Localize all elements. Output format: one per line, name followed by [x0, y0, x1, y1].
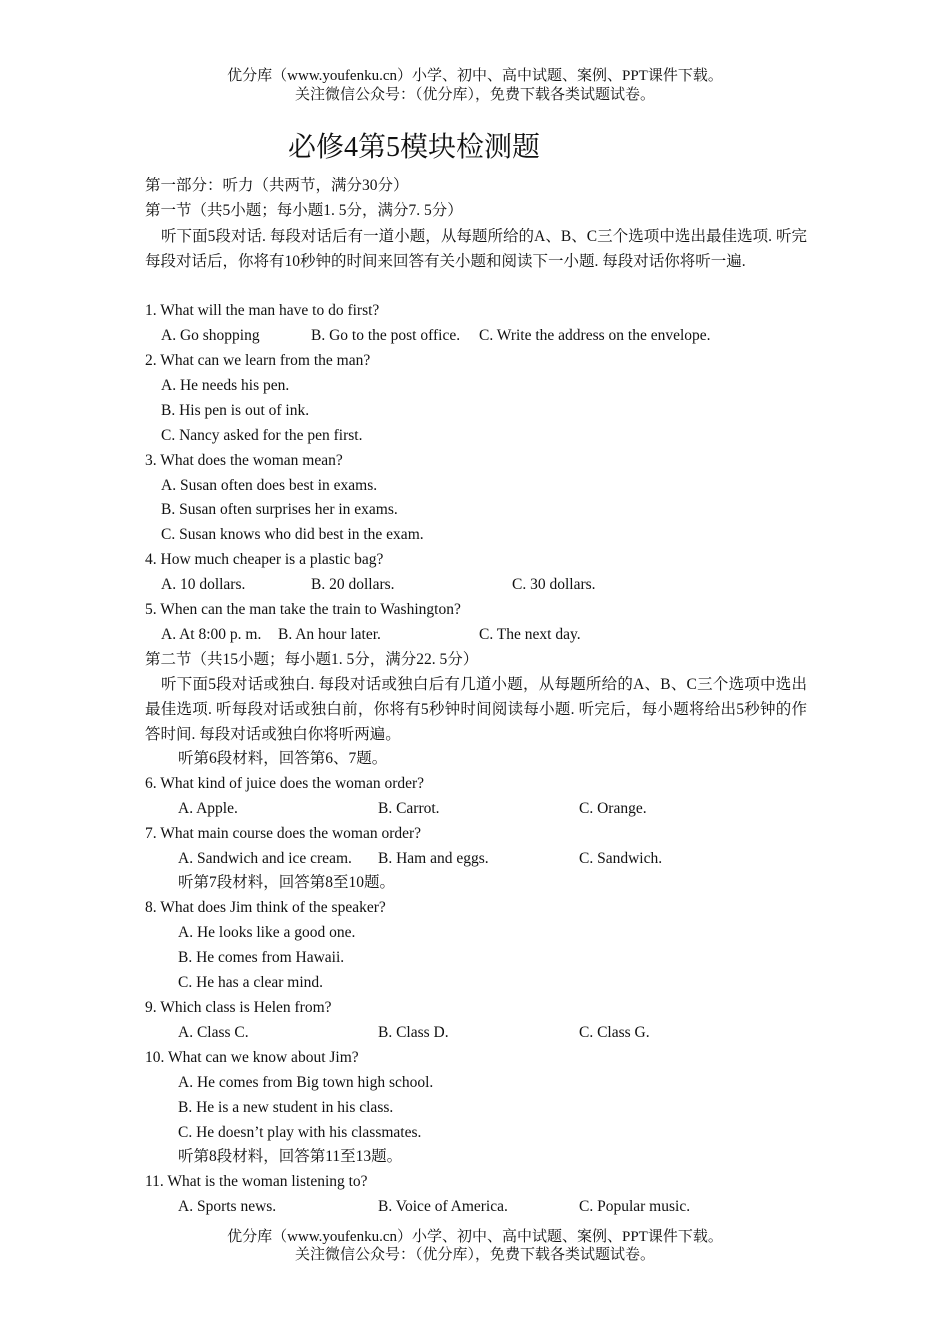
- option-3b: B. Susan often surprises her in exams.: [161, 501, 398, 518]
- option-7a: A. Sandwich and ice cream.: [178, 850, 352, 867]
- option-5b: B. An hour later.: [278, 626, 381, 643]
- section-heading-2: 第二节（共15小题；每小题1. 5分，满分22. 5分）: [145, 651, 479, 668]
- option-4c: C. 30 dollars.: [512, 576, 596, 593]
- option-2b: B. His pen is out of ink.: [161, 402, 310, 419]
- option-6b: B. Carrot.: [378, 800, 440, 817]
- option-6a: A. Apple.: [178, 800, 238, 817]
- question-11: 11. What is the woman listening to?: [145, 1173, 368, 1190]
- material-note-6: 听第6段材料，回答第6、7题。: [178, 750, 388, 767]
- question-10: 10. What can we know about Jim?: [145, 1049, 359, 1066]
- question-5: 5. When can the man take the train to Washington?: [145, 601, 461, 618]
- option-1b: B. Go to the post office.: [311, 327, 461, 344]
- option-10c: C. He doesn’t play with his classmates.: [178, 1124, 422, 1141]
- part-heading: 第一部分：听力（共两节，满分30分）: [145, 177, 409, 194]
- option-11c: C. Popular music.: [579, 1198, 691, 1215]
- question-1: 1. What will the man have to do first?: [145, 302, 380, 319]
- section-instructions-2: 听下面5段对话或独白. 每段对话或独白后有几道小题，从每题所给的A、B、C三个选项中选出最佳选项. 听每段对话或独白前，你将有5秒钟时间阅读每小题. 听完后，每小题将给出5秒钟的作答时间. 每段对话或独白你将听两遍。: [145, 676, 807, 743]
- material-note-7: 听第7段材料，回答第8至10题。: [178, 874, 396, 891]
- option-2a: A. He needs his pen.: [161, 377, 290, 394]
- option-3a: A. Susan often does best in exams.: [161, 477, 378, 494]
- question-8: 8. What does Jim think of the speaker?: [145, 899, 386, 916]
- option-9b: B. Class D.: [378, 1024, 449, 1041]
- page-footer-line-1: 优分库（www.youfenku.cn）小学、初中、高中试题、案例、PPT课件下载。: [227, 1229, 723, 1245]
- option-5c: C. The next day.: [479, 626, 581, 643]
- question-6: 6. What kind of juice does the woman order?: [145, 775, 425, 792]
- option-7b: B. Ham and eggs.: [378, 850, 489, 867]
- option-3c: C. Susan knows who did best in the exam.: [161, 526, 424, 543]
- question-9: 9. Which class is Helen from?: [145, 999, 332, 1016]
- option-2c: C. Nancy asked for the pen first.: [161, 427, 363, 444]
- page-header-line-2: 关注微信公众号：（优分库），免费下载各类试题试卷。: [294, 87, 655, 103]
- option-10b: B. He is a new student in his class.: [178, 1099, 394, 1116]
- option-9c: C. Class G.: [579, 1024, 650, 1041]
- option-1c: C. Write the address on the envelope.: [479, 327, 711, 344]
- option-11b: B. Voice of America.: [378, 1198, 508, 1215]
- material-note-8: 听第8段材料，回答第11至13题。: [178, 1148, 403, 1165]
- option-10a: A. He comes from Big town high school.: [178, 1074, 434, 1091]
- page-header-line-1: 优分库（www.youfenku.cn）小学、初中、高中试题、案例、PPT课件下载。: [227, 68, 723, 84]
- option-8c: C. He has a clear mind.: [178, 974, 324, 991]
- option-5a: A. At 8:00 p. m.: [161, 626, 262, 643]
- question-2: 2. What can we learn from the man?: [145, 352, 371, 369]
- option-8a: A. He looks like a good one.: [178, 924, 356, 941]
- option-6c: C. Orange.: [579, 800, 647, 817]
- question-7: 7. What main course does the woman order?: [145, 825, 422, 842]
- section-instructions-1: 听下面5段对话. 每段对话后有一道小题，从每题所给的A、B、C三个选项中选出最佳选项. 听完每段对话后，你将有10秒钟的时间来回答有关小题和阅读下一小题. 每段对话你将听一遍.: [145, 228, 807, 270]
- question-3: 3. What does the woman mean?: [145, 452, 343, 469]
- option-9a: A. Class C.: [178, 1024, 249, 1041]
- page-title: 必修4第5模块检测题: [287, 132, 540, 163]
- question-4: 4. How much cheaper is a plastic bag?: [145, 551, 384, 568]
- option-4a: A. 10 dollars.: [161, 576, 246, 593]
- option-7c: C. Sandwich.: [579, 850, 663, 867]
- section-heading-1: 第一节（共5小题；每小题1. 5分，满分7. 5分）: [145, 202, 463, 219]
- option-1a: A. Go shopping: [161, 327, 260, 344]
- option-8b: B. He comes from Hawaii.: [178, 949, 345, 966]
- option-4b: B. 20 dollars.: [311, 576, 395, 593]
- page-footer-line-2: 关注微信公众号：（优分库），免费下载各类试题试卷。: [294, 1247, 655, 1263]
- option-11a: A. Sports news.: [178, 1198, 277, 1215]
